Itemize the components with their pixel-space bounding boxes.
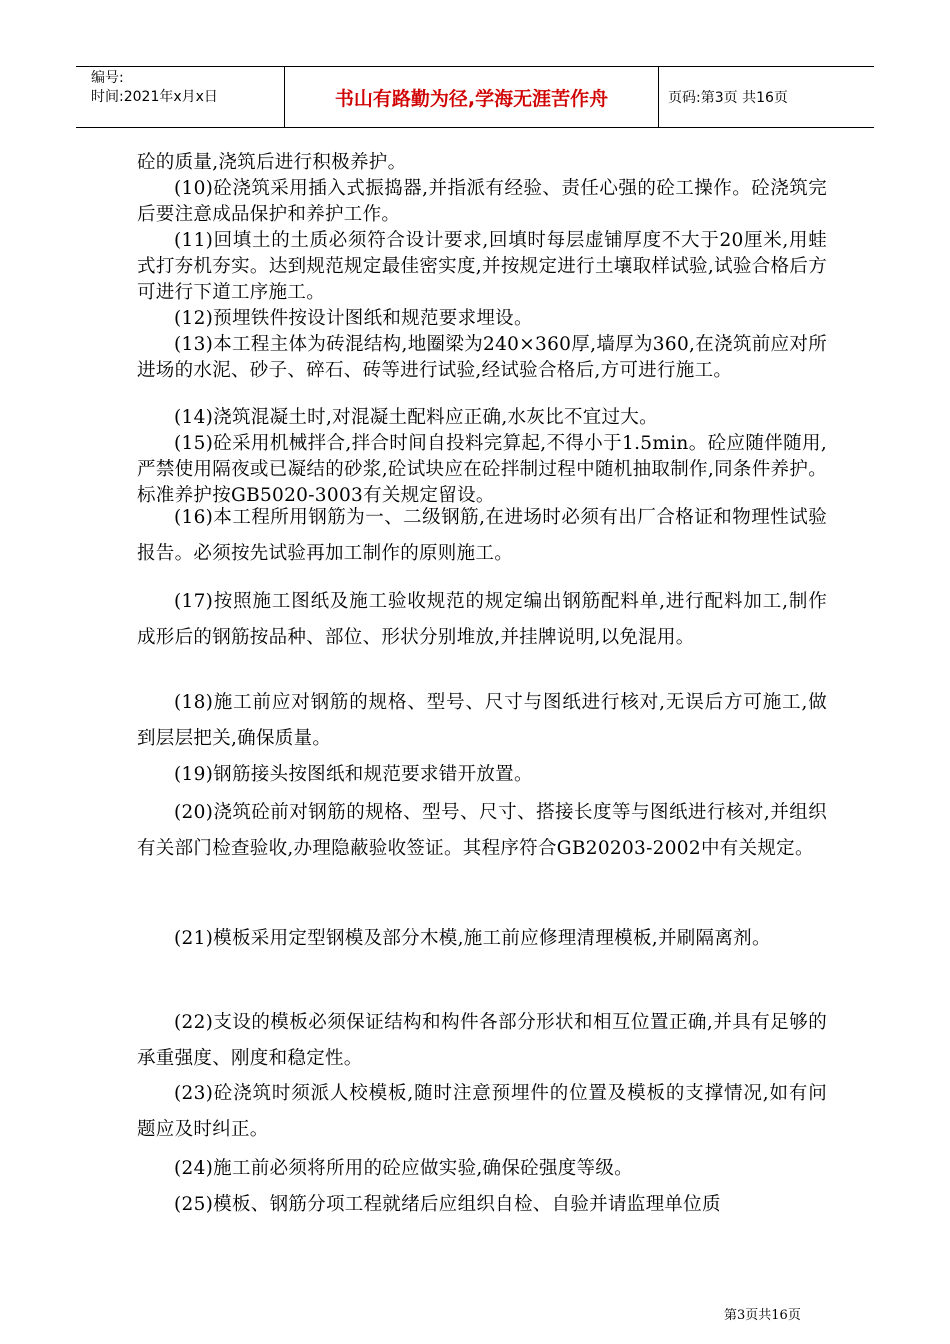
paragraph: (23)砼浇筑时须派人校模板,随时注意预埋件的位置及模板的支撑情况,如有问题应及时纠正。	[137, 1083, 827, 1140]
paragraph: (24)施工前必须将所用的砼应做实验,确保砼强度等级。	[174, 1158, 633, 1179]
paragraph: (14)浇筑混凝土时,对混凝土配料应正确,水灰比不宜过大。	[174, 407, 658, 428]
paragraph: (22)支设的模板必须保证结构和构件各部分形状和相互位置正确,并具有足够的承重强度、刚度和稳定性。	[137, 1012, 827, 1069]
document-time-label: 时间:2021年x月x日	[91, 89, 218, 105]
header-page-info: 页码:第3页 共16页	[668, 90, 788, 106]
paragraph: (21)模板采用定型钢模及部分木模,施工前应修理清理模板,并刷隔离剂。	[174, 928, 771, 949]
header-meta	[76, 67, 285, 127]
paragraph: (18)施工前应对钢筋的规格、型号、尺寸与图纸进行核对,无误后方可施工,做到层层把关,确保质量。	[137, 692, 827, 749]
paragraph: (15)砼采用机械拌合,拌合时间自投料完算起,不得小于1.5min。砼应随伴随用,严禁使用隔夜或已凝结的砂浆,砼试块应在砼拌制过程中随机抽取制作,同条件养护。标准养护按GB5020-3003有关规定留设。	[137, 433, 827, 506]
paragraph: (19)钢筋接头按图纸和规范要求错开放置。	[174, 764, 533, 785]
header-motto: 书山有路勤为径,学海无涯苦作舟	[285, 67, 659, 127]
paragraph: (25)模板、钢筋分项工程就绪后应组织自检、自验并请监理单位质	[174, 1194, 721, 1215]
paragraph: (12)预埋铁件按设计图纸和规范要求埋设。	[174, 308, 533, 329]
paragraph: (17)按照施工图纸及施工验收规范的规定编出钢筋配料单,进行配料加工,制作成形后的钢筋按品种、部位、形状分别堆放,并挂牌说明,以免混用。	[137, 591, 827, 648]
paragraph: (20)浇筑砼前对钢筋的规格、型号、尺寸、搭接长度等与图纸进行核对,并组织有关部门检查验收,办理隐蔽验收签证。其程序符合GB20203-2002中有关规定。	[137, 802, 827, 859]
paragraph: (11)回填土的土质必须符合设计要求,回填时每层虚铺厚度不大于20厘米,用蛙式打夯机夯实。达到规范规定最佳密实度,并按规定进行土壤取样试验,试验合格后方可进行下道工序施工。	[137, 230, 827, 303]
paragraph: 砼的质量,浇筑后进行积极养护。	[137, 152, 407, 173]
paragraph: (13)本工程主体为砖混结构,地圈梁为240×360厚,墙厚为360,在浇筑前应对所进场的水泥、砂子、碎石、砖等进行试验,经试验合格后,方可进行施工。	[137, 334, 827, 381]
paragraph: (10)砼浇筑采用插入式振捣器,并指派有经验、责任心强的砼工操作。砼浇筑完后要注意成品保护和养护工作。	[137, 178, 827, 225]
page-footer: 第3页共16页	[724, 1308, 801, 1323]
paragraph: (16)本工程所用钢筋为一、二级钢筋,在进场时必须有出厂合格证和物理性试验报告。必须按先试验再加工制作的原则施工。	[137, 507, 827, 564]
page-header	[76, 66, 874, 128]
document-number-label: 编号:	[91, 70, 124, 86]
